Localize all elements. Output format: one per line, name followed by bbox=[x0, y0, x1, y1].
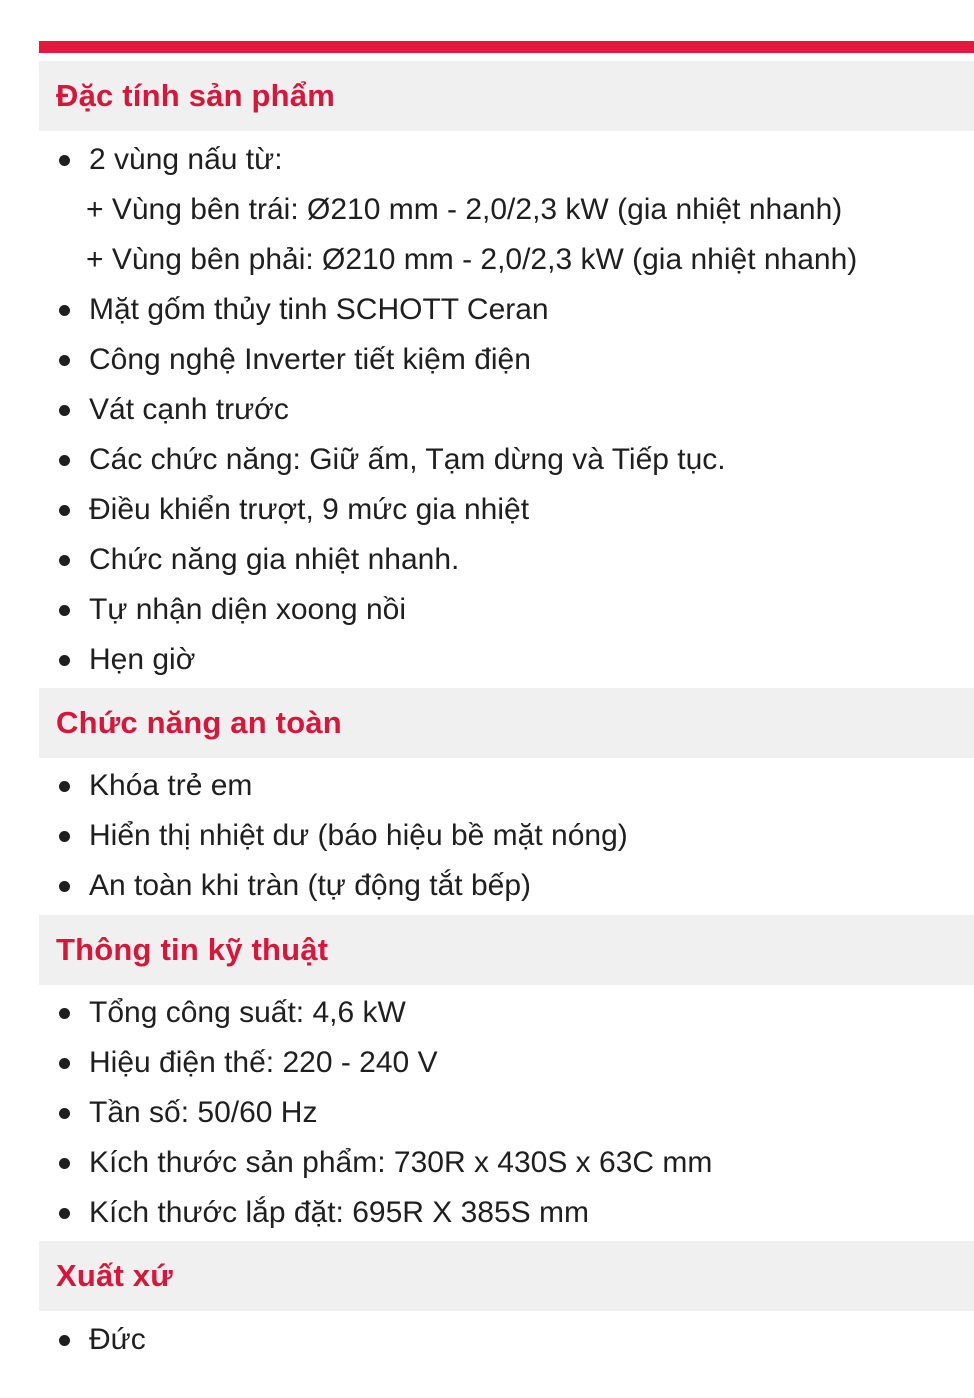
section-header-origin bbox=[39, 1241, 974, 1311]
sub-list-item bbox=[0, 185, 974, 235]
bullet-icon bbox=[59, 355, 70, 366]
list-item bbox=[0, 285, 974, 335]
bullet-icon bbox=[59, 1158, 70, 1169]
list-item-text: Đức bbox=[89, 1323, 146, 1356]
list-item-text: 2 vùng nấu từ: bbox=[89, 143, 283, 176]
section-header-technical-info bbox=[39, 915, 974, 985]
list-item-text: Tần số: 50/60 Hz bbox=[89, 1096, 318, 1129]
product-features-list bbox=[0, 135, 974, 685]
list-item bbox=[0, 335, 974, 385]
bullet-icon bbox=[59, 655, 70, 666]
bullet-icon bbox=[59, 1008, 70, 1019]
list-item bbox=[0, 535, 974, 585]
bullet-icon bbox=[59, 605, 70, 616]
list-item bbox=[0, 485, 974, 535]
list-item-text: Kích thước lắp đặt: 695R X 385S mm bbox=[89, 1196, 589, 1229]
list-item bbox=[0, 1088, 974, 1138]
bullet-icon bbox=[59, 405, 70, 416]
list-item-text: Khóa trẻ em bbox=[89, 769, 253, 802]
origin-list bbox=[0, 1315, 974, 1365]
bullet-icon bbox=[59, 155, 70, 166]
list-item bbox=[0, 635, 974, 685]
section-title: Xuất xứ bbox=[56, 1258, 173, 1293]
bullet-icon bbox=[59, 555, 70, 566]
list-item bbox=[0, 1038, 974, 1088]
bullet-icon bbox=[59, 505, 70, 516]
bullet-icon bbox=[59, 1108, 70, 1119]
sub-list-item bbox=[0, 235, 974, 285]
list-item bbox=[0, 385, 974, 435]
list-item bbox=[0, 435, 974, 485]
list-item-text: Các chức năng: Giữ ấm, Tạm dừng và Tiếp tục. bbox=[89, 443, 726, 476]
bullet-icon bbox=[59, 305, 70, 316]
section-title: Thông tin kỹ thuật bbox=[56, 932, 329, 967]
sub-list-item-text: + Vùng bên trái: Ø210 mm - 2,0/2,3 kW (gia nhiệt nhanh) bbox=[86, 193, 843, 226]
list-item-text: Tự nhận diện xoong nồi bbox=[89, 593, 406, 626]
list-item-text: An toàn khi tràn (tự động tắt bếp) bbox=[89, 869, 532, 902]
section-title: Chức năng an toàn bbox=[56, 705, 342, 740]
section-header-safety-functions bbox=[39, 688, 974, 758]
list-item-text: Chức năng gia nhiệt nhanh. bbox=[89, 543, 460, 576]
bullet-icon bbox=[59, 1058, 70, 1069]
list-item-text: Tổng công suất: 4,6 kW bbox=[89, 996, 406, 1029]
bullet-icon bbox=[59, 455, 70, 466]
technical-info-list bbox=[0, 988, 974, 1238]
list-item-text: Vát cạnh trước bbox=[89, 393, 289, 426]
list-item-text: Hiển thị nhiệt dư (báo hiệu bề mặt nóng) bbox=[89, 819, 628, 852]
list-item bbox=[0, 861, 974, 911]
list-item-text: Mặt gốm thủy tinh SCHOTT Ceran bbox=[89, 293, 549, 326]
list-item bbox=[0, 1138, 974, 1188]
list-item bbox=[0, 988, 974, 1038]
section-title: Đặc tính sản phẩm bbox=[56, 78, 336, 113]
safety-functions-list bbox=[0, 761, 974, 911]
list-item-text: Công nghệ Inverter tiết kiệm điện bbox=[89, 343, 531, 376]
bullet-icon bbox=[59, 781, 70, 792]
list-item-text: Điều khiển trượt, 9 mức gia nhiệt bbox=[89, 493, 530, 526]
list-item-text: Hiệu điện thế: 220 - 240 V bbox=[89, 1046, 438, 1079]
list-item bbox=[0, 585, 974, 635]
bullet-icon bbox=[59, 1335, 70, 1346]
sub-list-item-text: + Vùng bên phải: Ø210 mm - 2,0/2,3 kW (gia nhiệt nhanh) bbox=[86, 243, 858, 276]
list-item bbox=[0, 1315, 974, 1365]
accent-top-bar bbox=[39, 41, 974, 53]
bullet-icon bbox=[59, 1208, 70, 1219]
list-item-text: Hẹn giờ bbox=[89, 643, 196, 676]
bullet-icon bbox=[59, 831, 70, 842]
list-item bbox=[0, 811, 974, 861]
list-item bbox=[0, 135, 974, 185]
section-header-product-features bbox=[39, 61, 974, 131]
list-item-text: Kích thước sản phẩm: 730R x 430S x 63C mm bbox=[89, 1146, 713, 1179]
bullet-icon bbox=[59, 881, 70, 892]
list-item bbox=[0, 761, 974, 811]
list-item bbox=[0, 1188, 974, 1238]
